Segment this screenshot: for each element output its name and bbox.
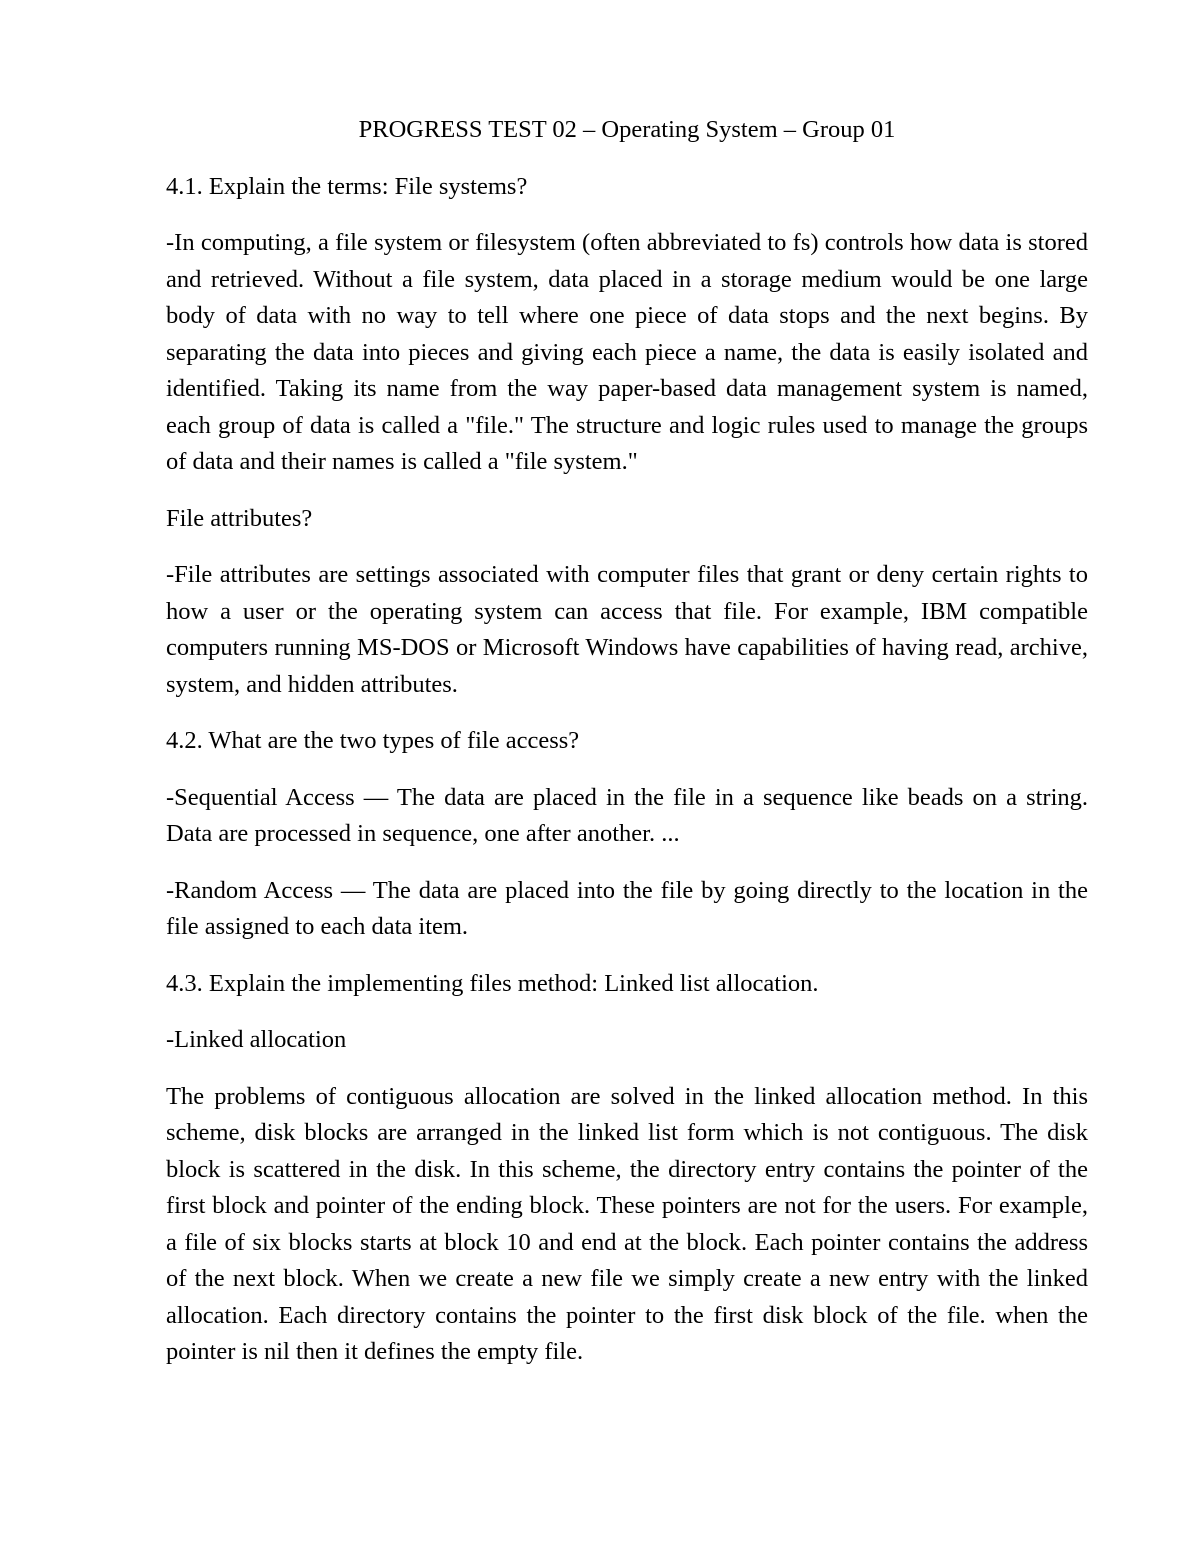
question-4-3-heading: 4.3. Explain the implementing files method: Linked list allocation. (166, 969, 819, 997)
linked-allocation-answer: The problems of contiguous allocation are solved in the linked allocation method. In this scheme, disk blocks are arranged in the linked list form which is not contiguous. The disk block is scattered in the disk. In this scheme, the directory entry contains the pointer of the first block and pointer of the ending block. These pointers are not for the users. For example, a file of six blocks starts at block 10 and end at the block. Each pointer contains the address of the next block. When we create a new file we simply create a new entry with the linked allocation. Each directory contains the pointer to the first disk block of the file. when the pointer is nil then it defines the empty file. (166, 1082, 1088, 1365)
question-4-1-heading: 4.1. Explain the terms: File systems? (166, 172, 528, 200)
question-4-1-answer: -In computing, a file system or filesystem (often abbreviated to fs) controls how data is stored and retrieved. Without a file system, data placed in a storage medium would be one large body of data with no way to tell where one piece of data stops and the next begins. By separating the data into pieces and giving each piece a name, the data is easily isolated and identified. Taking its name from the way paper-based data management system is named, each group of data is called a "file." The structure and logic rules used to manage the groups of data and their names is called a "file system." (166, 229, 1088, 475)
random-access-answer: -Random Access — The data are placed into the file by going directly to the location in the file assigned to each data item. (166, 876, 1088, 940)
sequential-access-answer: -Sequential Access — The data are placed in the file in a sequence like beads on a string. Data are processed in sequence, one after another. ... (166, 783, 1088, 847)
document-title: PROGRESS TEST 02 – Operating System – Group 01 (358, 116, 896, 143)
document-body (166, 112, 1088, 1391)
linked-allocation-subheading: -Linked allocation (166, 1026, 347, 1053)
file-attributes-heading: File attributes? (166, 504, 313, 532)
question-4-2-heading: 4.2. What are the two types of file access? (166, 727, 580, 754)
file-attributes-answer: -File attributes are settings associated with computer files that grant or deny certain rights to how a user or the operating system can access that file. For example, IBM compatible computers running MS-DOS or Microsoft Windows have capabilities of having read, archive, system, and hidden attributes. (166, 561, 1088, 698)
